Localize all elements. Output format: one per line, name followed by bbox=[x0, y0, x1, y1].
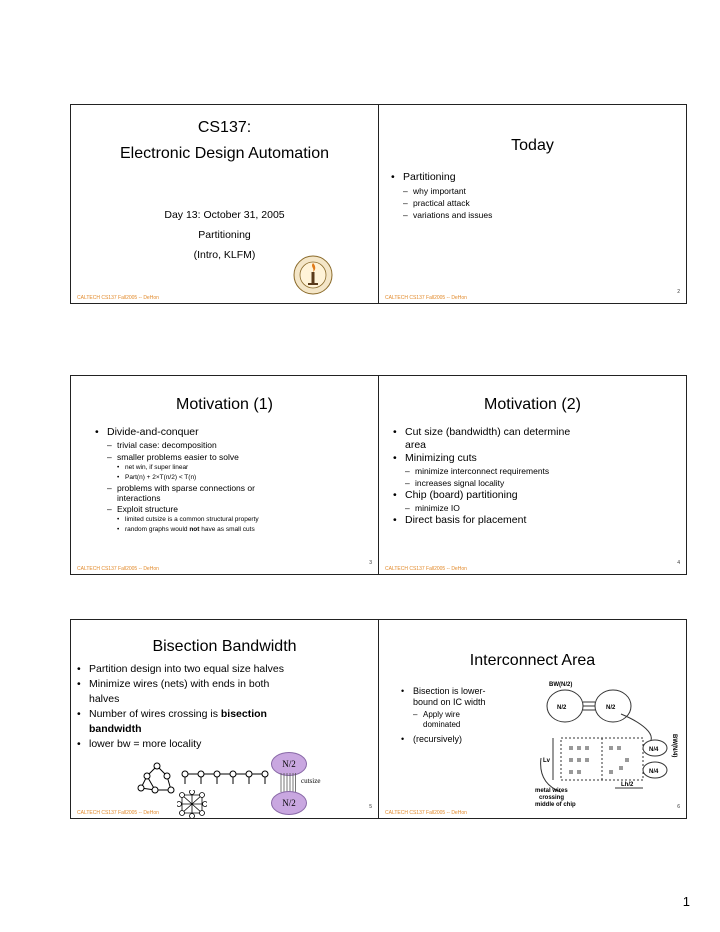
slide-5-footer: CALTECH CS137 Fall2005 -- DeHon bbox=[77, 810, 159, 816]
slide-3-title: Motivation (1) bbox=[176, 396, 273, 413]
bullet: • Partitioning – why important – practical attack – variations and issues bbox=[391, 171, 492, 221]
sub-bullet: – practical attack bbox=[403, 197, 492, 209]
sub-bullet: – trivial case: decomposition bbox=[107, 439, 375, 451]
partition-top-oval: N/2 bbox=[271, 752, 307, 776]
sub-bullet: – variations and issues bbox=[403, 209, 492, 221]
slide-4-footer: CALTECH CS137 Fall2005 -- DeHon bbox=[385, 566, 467, 572]
sub-sub-bullet: • random graphs would not have as small cuts bbox=[107, 525, 375, 535]
bullet: • Partition design into two equal size halves bbox=[77, 662, 377, 677]
sub-bullet: – minimize IO bbox=[405, 502, 678, 514]
diag-bw-label: BW(N/2) bbox=[549, 682, 573, 688]
sub-bullet: – why important bbox=[403, 185, 492, 197]
cutsize-label: cutsize bbox=[301, 777, 321, 785]
diag-n4-bottom-label: N/4 bbox=[649, 769, 659, 775]
bullet: • Divide-and-conquer – trivial case: decomposition – smaller problems easier to solve • net win, if super linear • Part(n) + 2×T(n/2) < T(n) – problems with sparse connections or interactions – Exploit structure • limited cutsize is a common structural property • random graphs would not have as small cuts bbox=[95, 426, 375, 535]
bullet: • (recursively) bbox=[401, 734, 526, 745]
sub-bullet: – Apply wire dominated bbox=[413, 710, 526, 730]
bullet: • Minimize wires (nets) with ends in both halves bbox=[77, 677, 377, 707]
interconnect-area-diagram bbox=[525, 674, 683, 810]
cut-wires-icon bbox=[279, 773, 297, 792]
slide-3-footer: CALTECH CS137 Fall2005 -- DeHon bbox=[77, 566, 159, 572]
slide-1-footer: CALTECH CS137 Fall2005 -- DeHon bbox=[77, 295, 159, 301]
sub-bullet: – minimize interconnect requirements bbox=[405, 465, 678, 477]
dense-graph-icon bbox=[177, 790, 207, 818]
slide-1 bbox=[70, 104, 379, 304]
slide-4-title: Motivation (2) bbox=[484, 396, 581, 413]
slide-2-bullets bbox=[391, 171, 492, 221]
slide-3-bullets bbox=[95, 426, 375, 535]
slide-6-bullets bbox=[401, 686, 526, 745]
slide-4 bbox=[378, 375, 687, 575]
bullet: • Direct basis for placement bbox=[393, 514, 678, 527]
bullet: • Minimizing cuts – minimize interconnect requirements – increases signal locality bbox=[393, 452, 678, 489]
sub-sub-bullet: • limited cutsize is a common structural property bbox=[107, 515, 375, 525]
slide-4-number: 4 bbox=[677, 560, 680, 566]
bullet: • Number of wires crossing is bisection bandwidth bbox=[77, 707, 377, 737]
cluster-graph-icon bbox=[137, 762, 177, 800]
page-number: 1 bbox=[682, 894, 690, 909]
slide-1-date: Day 13: October 31, 2005 bbox=[164, 209, 285, 221]
slide-6-title: Interconnect Area bbox=[469, 652, 596, 669]
slide-2-footer: CALTECH CS137 Fall2005 -- DeHon bbox=[385, 295, 467, 301]
diag-caption-line1: metal wires bbox=[535, 788, 568, 794]
slide-5-number: 5 bbox=[369, 804, 372, 810]
diag-bwn4-label: BW(N/4) bbox=[671, 734, 677, 758]
caltech-seal-icon bbox=[293, 255, 333, 295]
slide-6 bbox=[378, 619, 687, 819]
sub-bullet: – increases signal locality bbox=[405, 477, 678, 489]
bullet: • Cut size (bandwidth) can determine area bbox=[393, 426, 678, 452]
slide-1-title-line2: Electronic Design Automation bbox=[120, 145, 329, 162]
sub-sub-bullet: • Part(n) + 2×T(n/2) < T(n) bbox=[107, 473, 375, 483]
slide-5-bullets bbox=[77, 662, 377, 752]
diag-n4-top-label: N/4 bbox=[649, 747, 659, 753]
diag-n2-right-label: N/2 bbox=[606, 705, 616, 711]
slide-3-number: 3 bbox=[369, 560, 372, 566]
diag-caption-line2: crossing bbox=[539, 795, 565, 801]
slide-2-title: Today bbox=[511, 137, 554, 154]
slide-3 bbox=[70, 375, 379, 575]
slide-6-number: 6 bbox=[677, 804, 680, 810]
partition-bottom-oval: N/2 bbox=[271, 791, 307, 815]
diag-n2-left-label: N/2 bbox=[557, 705, 567, 711]
bullet: • Bisection is lower- bound on IC width – Apply wire dominated bbox=[401, 686, 526, 730]
slide-4-bullets bbox=[393, 426, 678, 527]
sub-sub-bullet: • net win, if super linear bbox=[107, 463, 375, 473]
slide-5 bbox=[70, 619, 379, 819]
sub-bullet: – Exploit structure • limited cutsize is a common structural property • random graphs would not have as small cuts bbox=[107, 503, 375, 535]
bullet: • Chip (board) partitioning – minimize IO bbox=[393, 489, 678, 514]
slide-5-title: Bisection Bandwidth bbox=[152, 638, 297, 655]
slide-2 bbox=[378, 104, 687, 304]
slide-2-number: 2 bbox=[677, 289, 680, 295]
chain-graph-icon bbox=[181, 766, 269, 786]
slide-1-title-line1: CS137: bbox=[197, 119, 252, 136]
slide-1-topic: Partitioning bbox=[198, 229, 251, 241]
slide-1-subtopic: (Intro, KLFM) bbox=[193, 249, 256, 261]
diag-caption-line3: middle of chip bbox=[535, 802, 576, 808]
diag-lh-label: Lh/2 bbox=[621, 782, 634, 788]
slide-6-footer: CALTECH CS137 Fall2005 -- DeHon bbox=[385, 810, 467, 816]
sub-bullet: – problems with sparse connections or interactions bbox=[107, 483, 375, 503]
bullet: • lower bw = more locality bbox=[77, 737, 377, 752]
sub-bullet: – smaller problems easier to solve • net win, if super linear • Part(n) + 2×T(n/2) < T(n) bbox=[107, 451, 375, 483]
diag-lv-label: Lv bbox=[543, 758, 551, 764]
